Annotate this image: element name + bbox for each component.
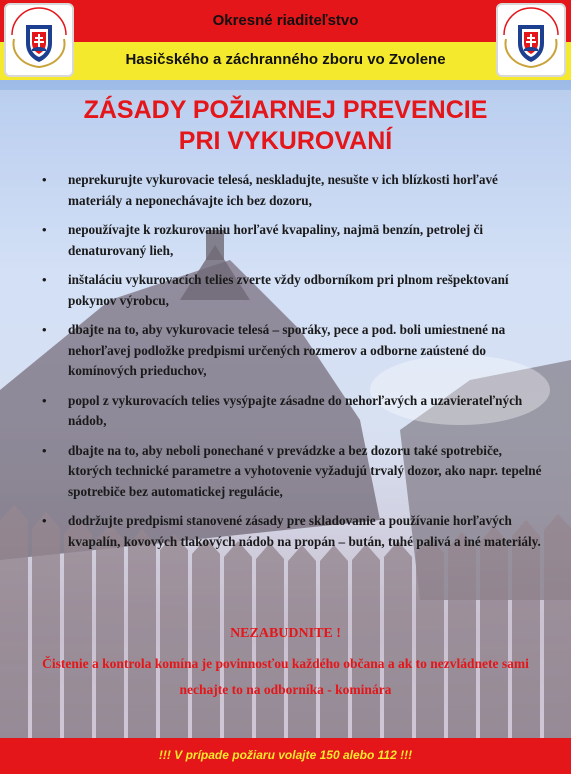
fire-rescue-emblem-left	[4, 3, 74, 77]
rule-text: dodržujte predpismi stanovené zásady pre skladovanie a používanie horľavých kvapalín, kovových tlakových nádob na propán – bután, tuhé palivá a iné materiály.	[68, 513, 541, 549]
rule-text: dbajte na to, aby vykurovacie telesá – sporáky, pece a pod. boli umiestnené na nehorľavej podložke predpismi určených rozmerov a odborne zaústené do komínových prieduchov,	[68, 322, 506, 378]
fire-rescue-emblem-right	[496, 3, 566, 77]
header-department-name: Hasičského a záchranného zboru vo Zvolene	[125, 51, 446, 68]
footer-band	[0, 738, 571, 774]
reminder-heading: NEZABUDNITE !	[230, 626, 341, 641]
bullet-icon: •	[42, 442, 47, 458]
poster-title-line1: ZÁSADY POŽIARNEJ PREVENCIE	[83, 96, 488, 124]
bullet-icon: •	[42, 172, 47, 187]
header-office-name: Okresné riaditeľstvo	[212, 12, 359, 29]
emergency-numbers-text: !!! V prípade požiaru volajte 150 alebo 112 !!!	[158, 748, 413, 762]
rule-text: neprekurujte vykurovacie telesá, neskladujte, nesušte v ich blízkosti horľavé materiály a neponechávajte ich bez dozoru,	[68, 172, 498, 208]
rule-text: nepoužívajte k rozkurovaniu horľavé kvapaliny, najmä benzín, petrolej či denaturovaný lieh,	[68, 222, 484, 258]
list-item	[42, 511, 542, 552]
list-item	[42, 170, 542, 211]
list-item	[42, 220, 542, 261]
list-item	[42, 320, 542, 382]
bullet-icon: •	[42, 272, 47, 287]
bullet-icon: •	[42, 513, 47, 528]
poster-title-line2: PRI VYKUROVANÍ	[178, 127, 393, 155]
list-item	[42, 441, 542, 503]
bullet-icon: •	[42, 222, 47, 237]
rule-text: popol z vykurovacích telies vysýpajte zásadne do nehorľavých a uzavierateľných nádob,	[68, 392, 523, 428]
list-item	[42, 270, 542, 311]
prevention-rules-list	[42, 170, 542, 561]
rule-text: inštaláciu vykurovacích telies zverte vždy odborníkom pri plnom rešpektovaní pokynov výrobcu,	[68, 272, 509, 308]
bullet-icon: •	[42, 322, 47, 337]
bullet-icon: •	[42, 392, 47, 408]
reminder-text: Čistenie a kontrola komína je povinnosťou každého občana a ak to nezvládnete sami nechajte to na odborníka - kominára	[42, 656, 529, 697]
rule-text: dbajte na to, aby neboli ponechané v prevádzke a bez dozoru také spotrebiče, ktorých technické parametre a vyhotovenie vyžadujú trvalý dozor, ako napr. tepelné spotrebiče bez automatickej regulácie,	[68, 442, 542, 499]
list-item	[42, 391, 542, 432]
